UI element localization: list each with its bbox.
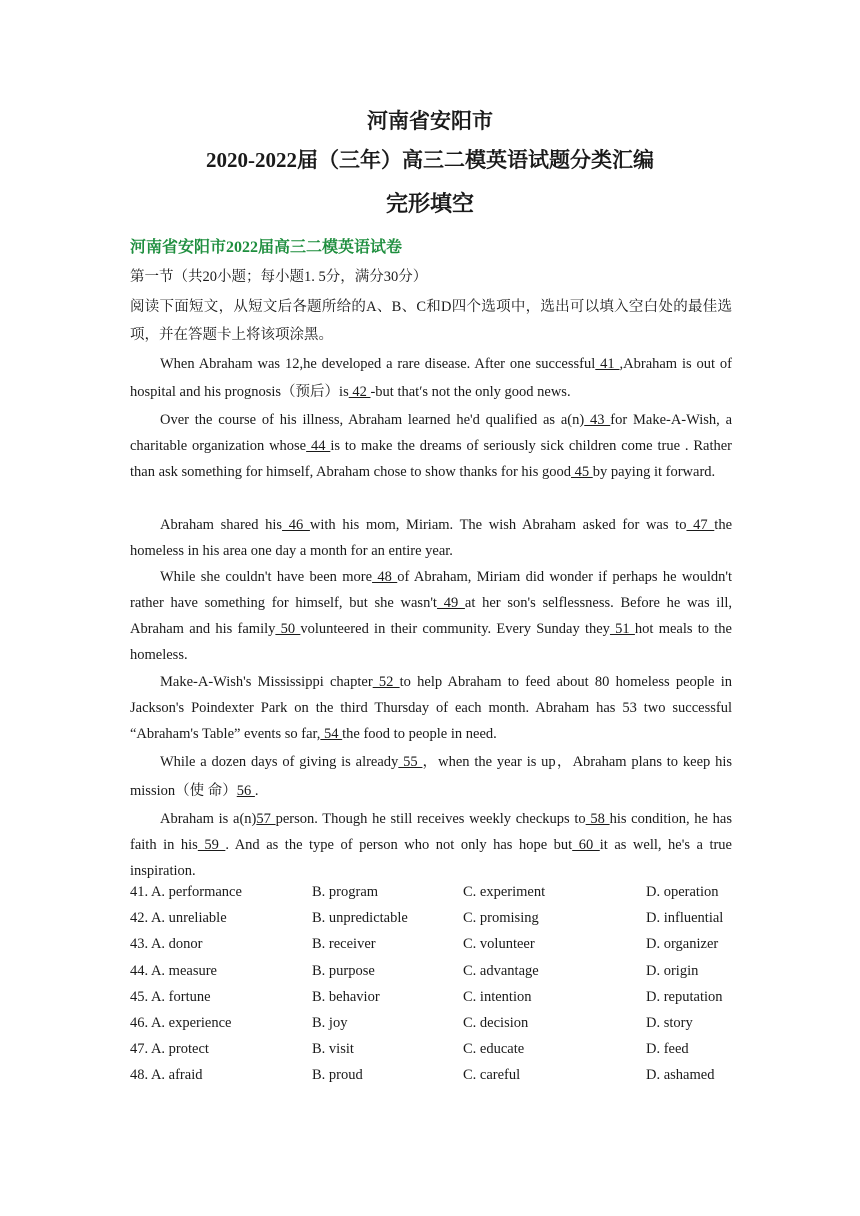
blank-54: 54 xyxy=(320,726,343,742)
option-d: D. operation xyxy=(646,884,719,900)
passage-paragraph-1 xyxy=(130,350,732,406)
option-b: B. receiver xyxy=(312,936,376,953)
option-c: C. educate xyxy=(463,1041,525,1058)
blank-52: 52 xyxy=(372,674,400,690)
blank-47: 47 xyxy=(686,517,715,533)
option-row-43 xyxy=(130,936,750,962)
blank-41: 41 xyxy=(595,356,620,372)
option-d: D. influential xyxy=(646,910,724,927)
paragraph-text: person. Though he still receives weekly checkups to xyxy=(275,811,586,827)
option-row-44 xyxy=(130,963,750,989)
paragraph-text: -but that′s not the only good news. xyxy=(370,384,571,400)
paragraph-text: Make-A-Wish's Mississippi chapter xyxy=(160,674,373,690)
passage-paragraph-3 xyxy=(130,512,732,564)
blank-43: 43 xyxy=(584,412,611,428)
option-row-45 xyxy=(130,989,750,1015)
option-d: D. origin xyxy=(646,962,699,979)
paragraph-text: volunteered in their community. Every Sunday they xyxy=(300,621,610,637)
blank-59: 59 xyxy=(197,837,226,853)
blank-45: 45 xyxy=(570,464,593,480)
blank-49: 49 xyxy=(436,595,465,611)
option-b: B. proud xyxy=(312,1067,363,1084)
document-title-region: 河南省安阳市 xyxy=(367,109,493,133)
document-title-topic: 完形填空 xyxy=(385,191,474,216)
answer-options xyxy=(130,884,750,1094)
passage-paragraph-7 xyxy=(130,806,732,884)
option-b: B. purpose xyxy=(312,962,375,979)
option-b: B. unpredictable xyxy=(312,910,408,927)
blank-42: 42 xyxy=(348,384,371,400)
paragraph-text: to help Abraham to feed about 80 homeless people in Jackson's Poindexter Park on the third Thursday of each month. Abraham has 53 two successful “Abraham's Table” events so far, xyxy=(130,674,733,742)
option-b: B. behavior xyxy=(312,988,380,1005)
option-a: 43. A. donor xyxy=(130,936,203,953)
option-d: D. organizer xyxy=(646,936,719,953)
paragraph-text: hot meals to the homeless. xyxy=(130,621,732,663)
blank-44: 44 xyxy=(306,438,331,454)
document-title-main: 2020-2022届（三年）高三二模英语试题分类汇编 xyxy=(206,148,654,172)
paragraph-text: at her son's selflessness. Before he was ill, Abraham and his family xyxy=(130,595,733,637)
option-row-46 xyxy=(130,1015,750,1041)
paragraph-text: for Make-A-Wish, a charitable organization whose xyxy=(130,412,733,454)
option-c: C. promising xyxy=(463,910,539,927)
option-b: B. program xyxy=(312,884,379,900)
paragraph-text: Abraham is a(n) xyxy=(160,811,257,827)
paragraph-text: Abraham shared his xyxy=(160,517,283,533)
blank-57: 57 xyxy=(256,811,276,827)
paragraph-text: Over the course of his illness, Abraham learned he'd qualified as a(n) xyxy=(160,412,585,428)
option-a: 45. A. fortune xyxy=(130,988,211,1005)
option-row-41 xyxy=(130,884,750,910)
paragraph-text: with his mom, Miriam. The wish Abraham asked for was to xyxy=(309,517,687,533)
option-c: C. decision xyxy=(463,1014,529,1031)
paragraph-text: it as well, he's a true inspiration. xyxy=(130,837,732,879)
blank-48: 48 xyxy=(372,569,398,585)
blank-58: 58 xyxy=(585,811,610,827)
paragraph-text: of Abraham, Miriam did wonder if perhaps he wouldn't rather have something for himself, but she wasn't xyxy=(130,569,733,611)
option-a: 44. A. measure xyxy=(130,962,217,979)
option-d: D. ashamed xyxy=(646,1067,715,1084)
blank-46: 46 xyxy=(282,517,310,533)
paragraph-text: . xyxy=(254,783,259,799)
option-c: C. advantage xyxy=(463,962,539,979)
paragraph-text: When Abraham was 12,he developed a rare disease. After one successful xyxy=(160,356,596,372)
paragraph-text: . And as the type of person who not only has hope but xyxy=(225,837,573,853)
passage-paragraph-2 xyxy=(130,407,732,485)
passage-paragraph-4 xyxy=(130,564,732,668)
option-row-47 xyxy=(130,1041,750,1067)
paragraph-text: his condition, he has faith in his xyxy=(130,811,732,853)
blank-60: 60 xyxy=(572,837,600,853)
blank-55: 55 xyxy=(398,754,423,770)
option-d: D. feed xyxy=(646,1041,689,1058)
paragraph-text: by paying it forward. xyxy=(592,464,716,480)
option-a: 42. A. unreliable xyxy=(130,910,227,927)
option-a: 48. A. afraid xyxy=(130,1067,203,1084)
paragraph-text: While she couldn't have been more xyxy=(160,569,373,585)
option-c: C. volunteer xyxy=(463,936,535,953)
option-row-42 xyxy=(130,910,750,936)
blank-50: 50 xyxy=(275,621,301,637)
instructions: 阅读下面短文，从短文后各题所给的A、B、C和D四个选项中，选出可以填入空白处的最佳选项，并在答题卡上将该项涂黑。 xyxy=(130,299,732,343)
passage-paragraph-6 xyxy=(130,748,732,806)
paragraph-text: is to make the dreams of seriously sick children come true . Rather than ask something for himself, Abraham chose to show thanks for his good xyxy=(130,438,732,480)
paragraph-text: ，when the year is up，Abraham plans to keep his mission（使 命） xyxy=(130,754,732,799)
paragraph-text: ,Abraham is out of hospital and his prognosis（预后）is xyxy=(130,356,732,400)
option-c: C. experiment xyxy=(463,884,546,900)
option-b: B. visit xyxy=(312,1041,354,1058)
paragraph-text: the homeless in his area one day a month for an entire year. xyxy=(130,517,733,559)
section-title: 河南省安阳市2022届高三二模英语试卷 xyxy=(130,239,403,256)
option-a: 46. A. experience xyxy=(130,1014,232,1031)
section-meta: 第一节（共20小题；每小题1. 5分，满分30分） xyxy=(130,269,428,285)
option-b: B. joy xyxy=(312,1014,348,1031)
blank-51: 51 xyxy=(609,621,635,637)
option-c: C. careful xyxy=(463,1067,521,1084)
option-a: 47. A. protect xyxy=(130,1041,209,1058)
option-d: D. story xyxy=(646,1014,693,1031)
option-d: D. reputation xyxy=(646,988,723,1005)
paragraph-text: While a dozen days of giving is already xyxy=(160,754,399,770)
option-c: C. intention xyxy=(463,988,532,1005)
blank-56: 56 xyxy=(236,783,255,799)
passage-paragraph-5 xyxy=(130,669,732,747)
paragraph-text: the food to people in need. xyxy=(342,726,497,742)
option-row-48 xyxy=(130,1067,750,1093)
option-a: 41. A. performance xyxy=(130,884,242,900)
